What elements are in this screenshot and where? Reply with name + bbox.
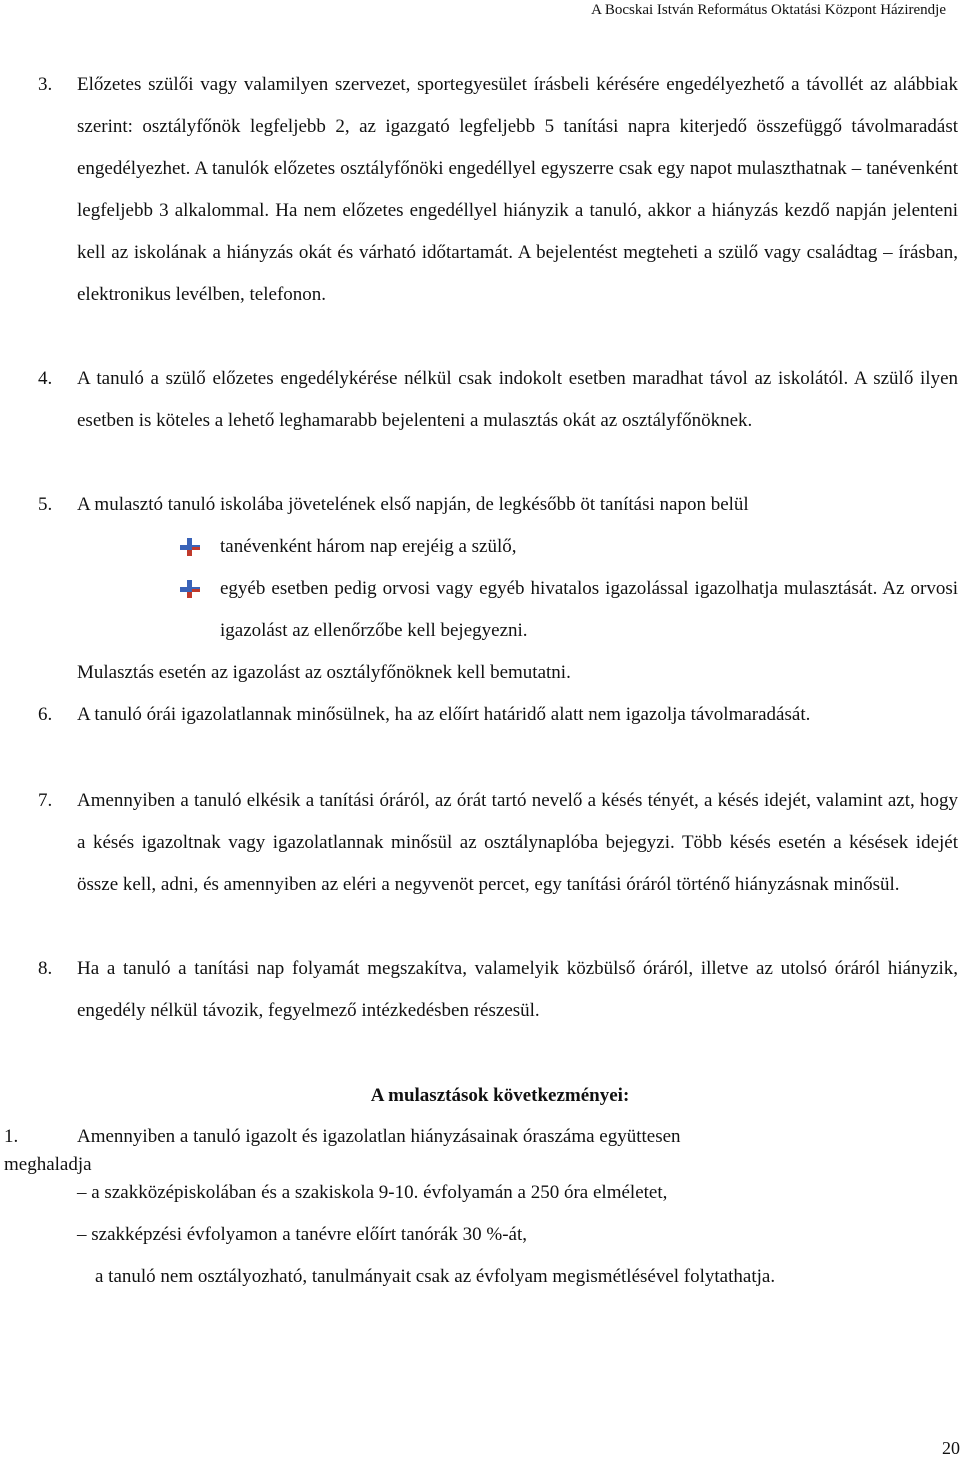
page-header: A Bocskai István Református Oktatási Központ Házirendje — [591, 2, 946, 18]
bullet-arrow-icon — [180, 538, 202, 556]
item-text: A tanuló órái igazolatlannak minősülnek, ha az előírt határidő alatt nem igazolja távolmaradását. — [77, 704, 811, 725]
item-number: 1. — [4, 1126, 19, 1147]
item-number: 4. — [38, 368, 53, 389]
item-text: A tanuló a szülő előzetes engedélykérése nélkül csak indokolt esetben maradhat távol az iskolától. A szülő ilyen esetben is köteles a lehető leghamarabb bejelenteni a mulasztás okát az osztályfőnöknek. — [77, 368, 958, 431]
page-number: 20 — [942, 1438, 960, 1458]
item-5-after-text: Mulasztás esetén az igazolást az osztályfőnöknek kell bemutatni. — [77, 662, 571, 683]
bullet-arrow-icon — [180, 580, 202, 598]
consequence-result: a tanuló nem osztályozható, tanulmányait csak az évfolyam megismétlésével folytathatja. — [95, 1266, 776, 1287]
item-number: 6. — [38, 704, 53, 725]
section-heading: A mulasztások következményei: — [370, 1085, 630, 1106]
bullet-text: tanévenként három nap erejéig a szülő, — [220, 536, 517, 557]
item-text: Előzetes szülői vagy valamilyen szervezet, sportegyesület írásbeli kérésére engedélyezhető a távollét az alábbiak szerint: osztályfőnök legfeljebb 2, az igazgató legfeljebb 5 tanítási napra kiterjedő összefüggő távolmaradást engedélyezhet. A tanulók előzetes osztályfőnöki engedéllyel egyszerre csak egy napot mulaszthatnak – tanévenként legfeljebb 3 alkalommal. Ha nem előzetes engedéllyel hiányzik a tanuló, akkor a hiányzás kezdő napján jelenteni kell az iskolának a hiányzás okát és várható időtartamát. A bejelentést megteheti a szülő vagy családtag – írásban, elektronikus levélben, telefonon. — [77, 74, 958, 305]
item-number: 5. — [38, 494, 53, 515]
continuation-text: meghaladja — [4, 1154, 92, 1175]
item-text: Ha a tanuló a tanítási nap folyamát megszakítva, valamelyik közbülső óráról, illetve az utolsó óráról hiányzik, engedély nélkül távozik, fegyelmező intézkedésben részesül. — [77, 958, 958, 1021]
item-text: Amennyiben a tanuló igazolt és igazolatlan hiányzásainak óraszáma együttesen — [77, 1126, 681, 1147]
dash-item-text: – a szakközépiskolában és a szakiskola 9-10. évfolyamán a 250 óra elméletet, — [77, 1182, 668, 1203]
dash-item-text: – szakképzési évfolyamon a tanévre előírt tanórák 30 %-át, — [77, 1224, 528, 1245]
bullet-text: egyéb esetben pedig orvosi vagy egyéb hivatalos igazolással igazolhatja mulasztását. Az orvosi igazolást az ellenőrzőbe kell bejegyezni. — [220, 578, 958, 641]
item-number: 7. — [38, 790, 53, 811]
item-number: 8. — [38, 958, 53, 979]
item-text: A mulasztó tanuló iskolába jövetelének első napján, de legkésőbb öt tanítási napon belül — [77, 494, 749, 515]
item-text: Amennyiben a tanuló elkésik a tanítási óráról, az órát tartó nevelő a késés tényét, a késés idejét, valamint azt, hogy a késés igazoltnak vagy igazolatlannak minősül az osztálynaplóba bejegyzi. Több késés esetén a késések idejét össze kell, adni, és amennyiben az eléri a negyvenöt percet, egy tanítási óráról történő hiányzásnak minősül. — [77, 790, 958, 895]
item-number: 3. — [38, 74, 53, 95]
